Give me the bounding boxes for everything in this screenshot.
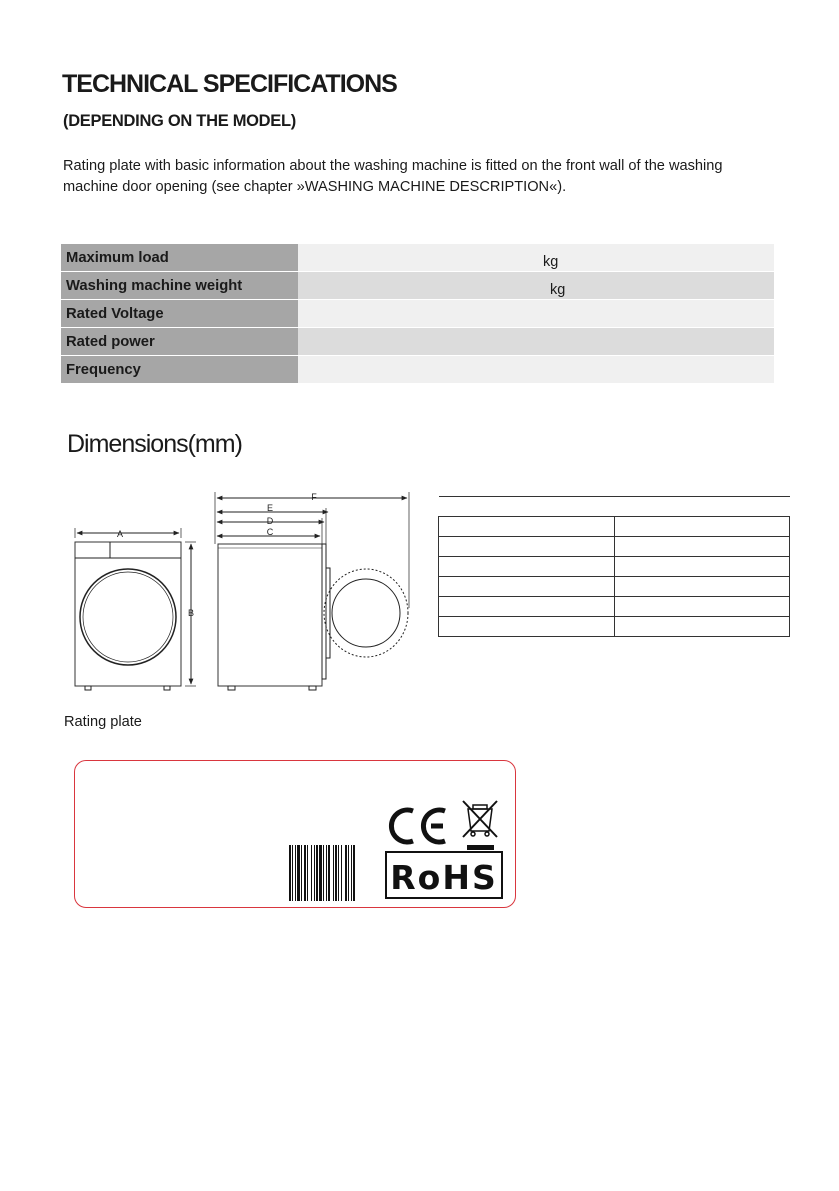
table-row bbox=[439, 597, 790, 617]
spec-label: Washing machine weight bbox=[61, 272, 298, 300]
side-view-machine bbox=[218, 544, 408, 690]
table-row bbox=[439, 617, 790, 637]
spec-value bbox=[298, 328, 774, 356]
intro-paragraph: Rating plate with basic information about the washing machine is fitted on the front wall of the washing machine door opening (see chapter »WASHING MACHINE DESCRIPTION«). bbox=[63, 158, 723, 195]
dimensions-diagram bbox=[60, 488, 420, 698]
dimensions-table bbox=[438, 496, 790, 637]
spec-unit: kg bbox=[543, 254, 559, 270]
dim-label-b: B bbox=[187, 608, 195, 618]
barcode-icon bbox=[289, 845, 355, 901]
table-row bbox=[439, 577, 790, 597]
dim-label-a: A bbox=[116, 529, 124, 539]
ce-mark-icon bbox=[391, 810, 445, 842]
spec-label: Rated Voltage bbox=[61, 300, 298, 328]
dim-label-e: E bbox=[266, 503, 274, 513]
rohs-mark: RoHS bbox=[390, 858, 498, 897]
spec-label: Frequency bbox=[61, 356, 298, 384]
spec-row bbox=[61, 244, 774, 272]
dim-label-f: F bbox=[311, 492, 317, 502]
spec-row bbox=[61, 300, 774, 328]
spec-value bbox=[298, 300, 774, 328]
spec-table bbox=[61, 244, 774, 384]
dim-label-d: D bbox=[266, 516, 274, 526]
rating-plate bbox=[74, 760, 516, 908]
table-row bbox=[439, 517, 790, 537]
spec-row bbox=[61, 328, 774, 356]
weee-crossed-bin-icon bbox=[463, 801, 497, 850]
rating-plate-label: Rating plate bbox=[64, 714, 142, 730]
spec-row bbox=[61, 356, 774, 384]
spec-label: Rated power bbox=[61, 328, 298, 356]
page-subtitle: (DEPENDING ON THE MODEL) bbox=[63, 112, 296, 130]
table-row bbox=[439, 497, 790, 517]
page-title: TECHNICAL SPECIFICATIONS bbox=[62, 70, 397, 98]
spec-value bbox=[298, 244, 774, 272]
spec-unit: kg bbox=[550, 282, 566, 298]
front-view-machine bbox=[75, 542, 181, 690]
spec-label: Maximum load bbox=[61, 244, 298, 272]
spec-row bbox=[61, 272, 774, 300]
spec-value bbox=[298, 272, 774, 300]
table-row bbox=[439, 537, 790, 557]
dimensions-heading: Dimensions(mm) bbox=[67, 430, 242, 458]
spec-value bbox=[298, 356, 774, 384]
table-row bbox=[439, 557, 790, 577]
dim-label-c: C bbox=[266, 527, 274, 537]
